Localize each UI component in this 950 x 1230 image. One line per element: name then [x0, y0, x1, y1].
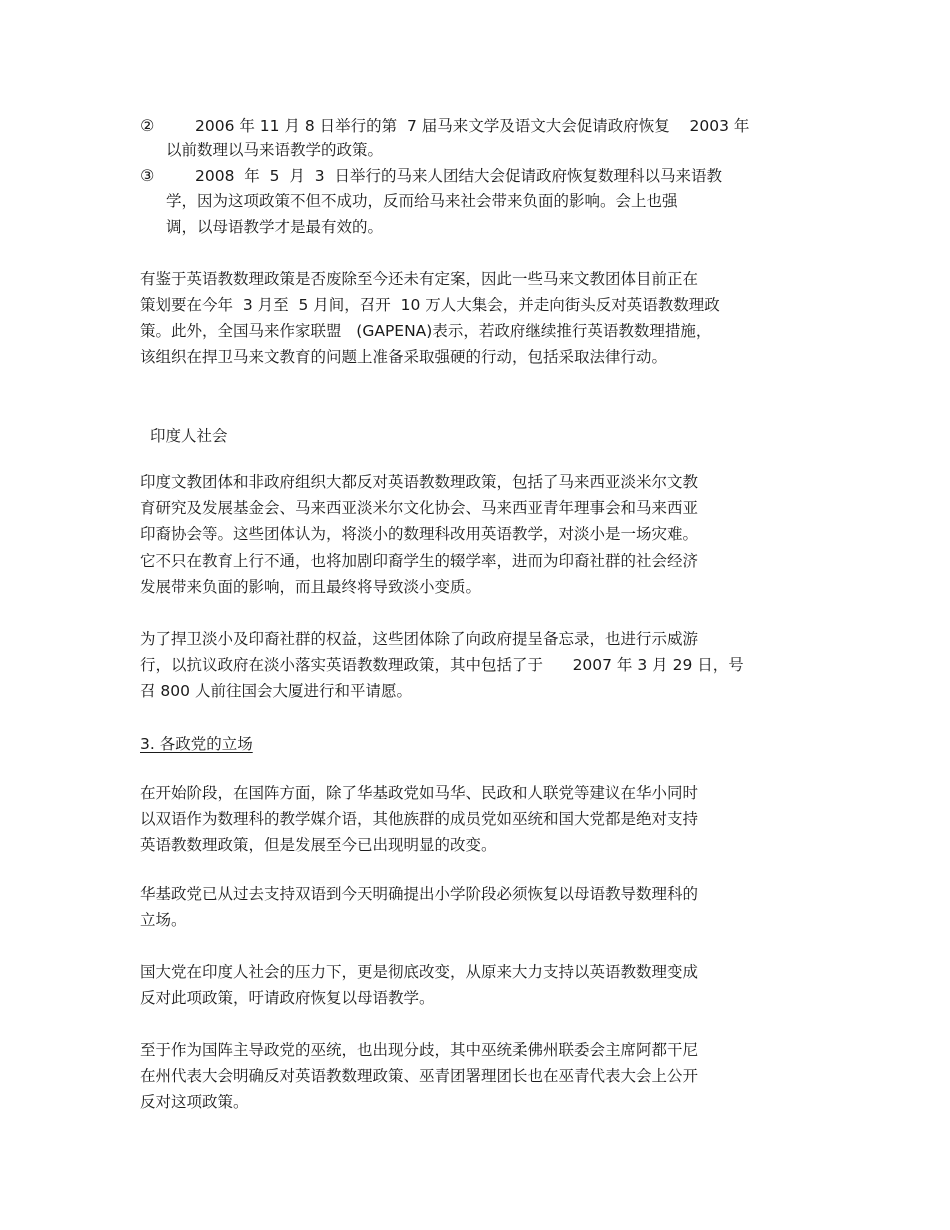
para-parties3-line-1: 国大党在印度人社会的压力下，更是彻底改变，从原来大力支持以英语教数理变成 [140, 963, 699, 981]
para-parties4-line-3: 反对这项政策。 [140, 1093, 249, 1111]
list-marker-2: ② [140, 116, 155, 135]
para-malay-line-2: 策划要在今年 3 月至 5 月间，召开 10 万人大集会，并走向街头反对英语教数理政 [140, 296, 720, 314]
para-indian2-line-1: 为了捍卫淡小及印裔社群的权益，这些团体除了向政府提呈备忘录，也进行示威游 [140, 630, 699, 648]
para-indian2-line-3: 召 800 人前往国会大厦进行和平请愿。 [140, 682, 412, 700]
list-item-3-line-1: 2008 年 5 月 3 日举行的马来人团结大会促请政府恢复数理科以马来语教 [195, 167, 722, 185]
list-item-3-line-3: 调，以母语教学才是最有效的。 [166, 218, 384, 236]
list-marker-3: ③ [140, 166, 155, 185]
para-malay-line-3: 策。此外，全国马来作家联盟 (GAPENA)表示，若政府继续推行英语教数理措施， [140, 322, 712, 340]
para-parties1-line-1: 在开始阶段，在国阵方面，除了华基政党如马华、民政和人联党等建议在华小同时 [140, 784, 699, 802]
para-malay-line-4: 该组织在捍卫马来文教育的问题上准备采取强硬的行动，包括采取法律行动。 [140, 348, 668, 366]
para-indian1-line-4: 它不只在教育上行不通，也将加剧印裔学生的辍学率，进而为印裔社群的社会经济 [140, 552, 699, 570]
para-malay-line-1: 有鉴于英语教数理政策是否废除至今还未有定案，因此一些马来文教团体目前正在 [140, 270, 699, 288]
list-item-2-line-1: 2006 年 11 月 8 日举行的第 7 届马来文学及语文大会促请政府恢复 2003 年 [195, 117, 750, 135]
para-parties4-line-2: 在州代表大会明确反对英语教数理政策、巫青团署理团长也在巫青代表大会上公开 [140, 1067, 699, 1085]
heading-party-positions: 3. 各政党的立场 [140, 735, 253, 753]
list-item-3-line-2: 学，因为这项政策不但不成功，反而给马来社会带来负面的影响。会上也强 [166, 192, 678, 210]
para-parties4-line-1: 至于作为国阵主导政党的巫统，也出现分歧，其中巫统柔佛州联委会主席阿都干尼 [140, 1041, 699, 1059]
para-indian1-line-1: 印度文教团体和非政府组织大都反对英语教数理政策，包括了马来西亚淡米尔文教 [140, 473, 699, 491]
list-item-2-line-2: 以前数理以马来语教学的政策。 [166, 141, 384, 159]
para-indian1-line-5: 发展带来负面的影响，而且最终将导致淡小变质。 [140, 578, 482, 596]
para-indian1-line-3: 印裔协会等。这些团体认为，将淡小的数理科改用英语教学，对淡小是一场灾难。 [140, 525, 699, 543]
heading-indian-society: 印度人社会 [150, 427, 228, 445]
para-parties2-line-1: 华基政党已从过去支持双语到今天明确提出小学阶段必须恢复以母语教导数理科的 [140, 885, 699, 903]
para-parties1-line-2: 以双语作为数理科的教学媒介语，其他族群的成员党如巫统和国大党都是绝对支持 [140, 810, 699, 828]
para-indian2-line-2: 行，以抗议政府在淡小落实英语教数理政策，其中包括了于 2007 年 3 月 29 日，号 [140, 656, 744, 674]
para-parties2-line-2: 立场。 [140, 911, 187, 929]
para-indian1-line-2: 育研究及发展基金会、马来西亚淡米尔文化协会、马来西亚青年理事会和马来西亚 [140, 499, 699, 517]
para-parties3-line-2: 反对此项政策，吁请政府恢复以母语教学。 [140, 989, 435, 1007]
para-parties1-line-3: 英语教数理政策，但是发展至今已出现明显的改变。 [140, 836, 497, 854]
